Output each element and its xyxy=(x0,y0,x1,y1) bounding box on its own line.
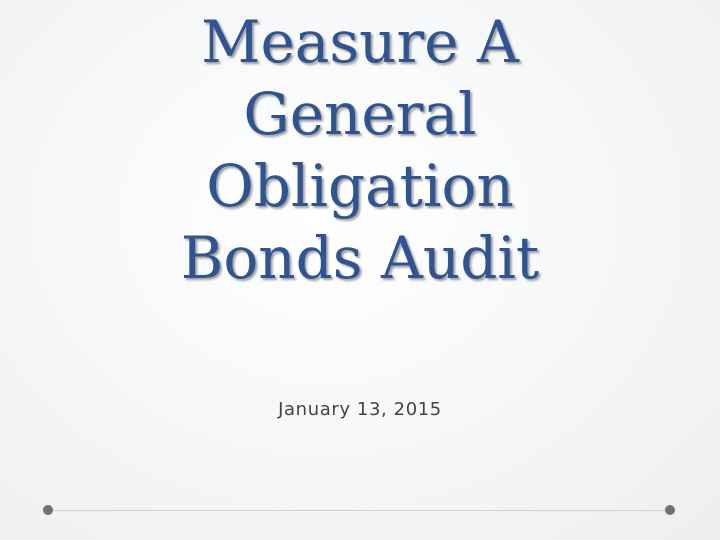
slide-title-line-4: Bonds Audit xyxy=(180,224,540,292)
slide-title-line-2: General xyxy=(243,80,477,148)
bullet-dot-icon xyxy=(43,505,53,515)
footer-divider xyxy=(52,510,670,511)
bullet-dot-icon xyxy=(665,505,675,515)
slide-title xyxy=(60,6,660,294)
slide-title-line-3: Obligation xyxy=(206,152,514,220)
slide-subtitle-date: January 13, 2015 xyxy=(278,399,442,420)
slide-title-line-1: Measure A xyxy=(201,8,519,76)
